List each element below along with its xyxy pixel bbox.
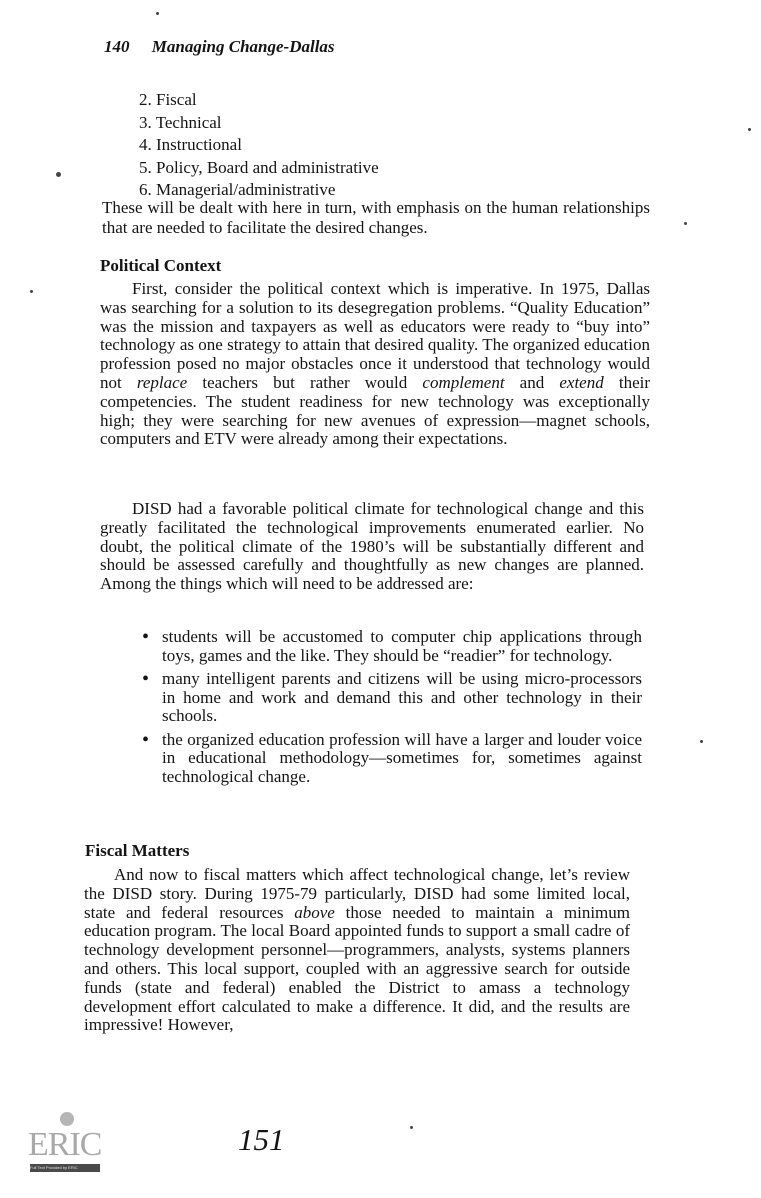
list-item: 4. Instructional: [139, 135, 242, 154]
intro-paragraph: These will be dealt with here in turn, with emphasis on the human relationships that are needed to facilitate the desired changes.: [102, 198, 650, 237]
list-item: 2. Fiscal: [139, 90, 197, 109]
text-run: And now to fiscal matters which affect technological change, let’s review the DISD story. During 1975-79 particularly, DISD had some limited local, state and federal resources: [84, 865, 630, 922]
paragraph-political-2: DISD had a favorable political climate for technological change and this greatly facilitated the technological improvements enumerated earlier. No doubt, the political climate of the 1980’s will be substantially different and should be assessed carefully and thoughtfully as new changes are planned. Among the things which will need to be addressed are:: [100, 499, 644, 594]
emphasis-text: complement: [422, 372, 505, 392]
bullet-item: • students will be accustomed to computer chip applications through toys, games and the like. They should be “readier” for technology.: [142, 628, 642, 665]
section-heading-political: Political Context: [100, 256, 222, 275]
page-number: 140: [104, 37, 130, 56]
list-item: 3. Technical: [139, 112, 222, 132]
paragraph-fiscal: [84, 866, 630, 1035]
eric-tagline: Full Text Provided by ERIC: [30, 1164, 100, 1172]
text-run: and: [504, 372, 560, 392]
scan-speck: [684, 222, 687, 225]
folio-number: 151: [238, 1122, 285, 1157]
scan-speck: [748, 128, 751, 131]
scan-speck: [56, 172, 61, 177]
list-item: 5. Policy, Board and administrative: [139, 157, 379, 177]
bullet-item: • many intelligent parents and citizens will be using micro-processors in home and work and demand this and other technology in their schools.: [142, 670, 642, 726]
eric-logo-text: ERIC: [28, 1126, 102, 1163]
text-run: teachers but rather would: [187, 372, 423, 392]
bullet-item: • the organized education profession will have a larger and louder voice in educational methodology—sometimes for, sometimes against technological change.: [142, 731, 642, 787]
running-header: [104, 37, 335, 57]
enumerated-list: [139, 89, 379, 202]
emphasis-text: replace: [136, 372, 188, 392]
emphasis-text: extend: [559, 372, 604, 392]
paragraph-political-1: [100, 280, 650, 449]
running-title: Managing Change-Dallas: [151, 37, 335, 56]
section-heading-fiscal: Fiscal Matters: [85, 841, 190, 860]
scan-speck: [156, 12, 159, 15]
scan-speck: [410, 1126, 413, 1129]
lightbulb-icon: [60, 1112, 74, 1126]
text-run: First, consider the political context which is imperative. In 1975, Dallas was searching for a solution to its desegregation problems. “Quality Education” was the mission and taxpayers as well as educators were ready to “buy into” technology as one strategy to attain that desired quality. The organized education profession posed no major obstacles once it understood that technology would not: [100, 279, 650, 392]
bullet-list: [142, 628, 642, 791]
list-item: 6. Managerial/administrative: [139, 180, 336, 199]
emphasis-text: above: [294, 902, 335, 922]
text-run: their competencies. The student readiness for new technology was exceptionally high; they were searching for new avenues of expression—magnet schools, computers and ETV were already among their expectations.: [100, 372, 651, 449]
scan-speck: [30, 290, 33, 293]
eric-logo: [28, 1112, 100, 1172]
scan-speck: [700, 740, 703, 743]
text-run: those needed to maintain a minimum education program. The local Board appointed funds to support a small cadre of technology development personnel—programmers, analysts, systems planners and others. This local support, coupled with an aggressive search for outside funds (state and federal) enabled the District to amass a technology development effort calculated to make a difference. It did, and the results are impressive! However,: [84, 902, 630, 1035]
